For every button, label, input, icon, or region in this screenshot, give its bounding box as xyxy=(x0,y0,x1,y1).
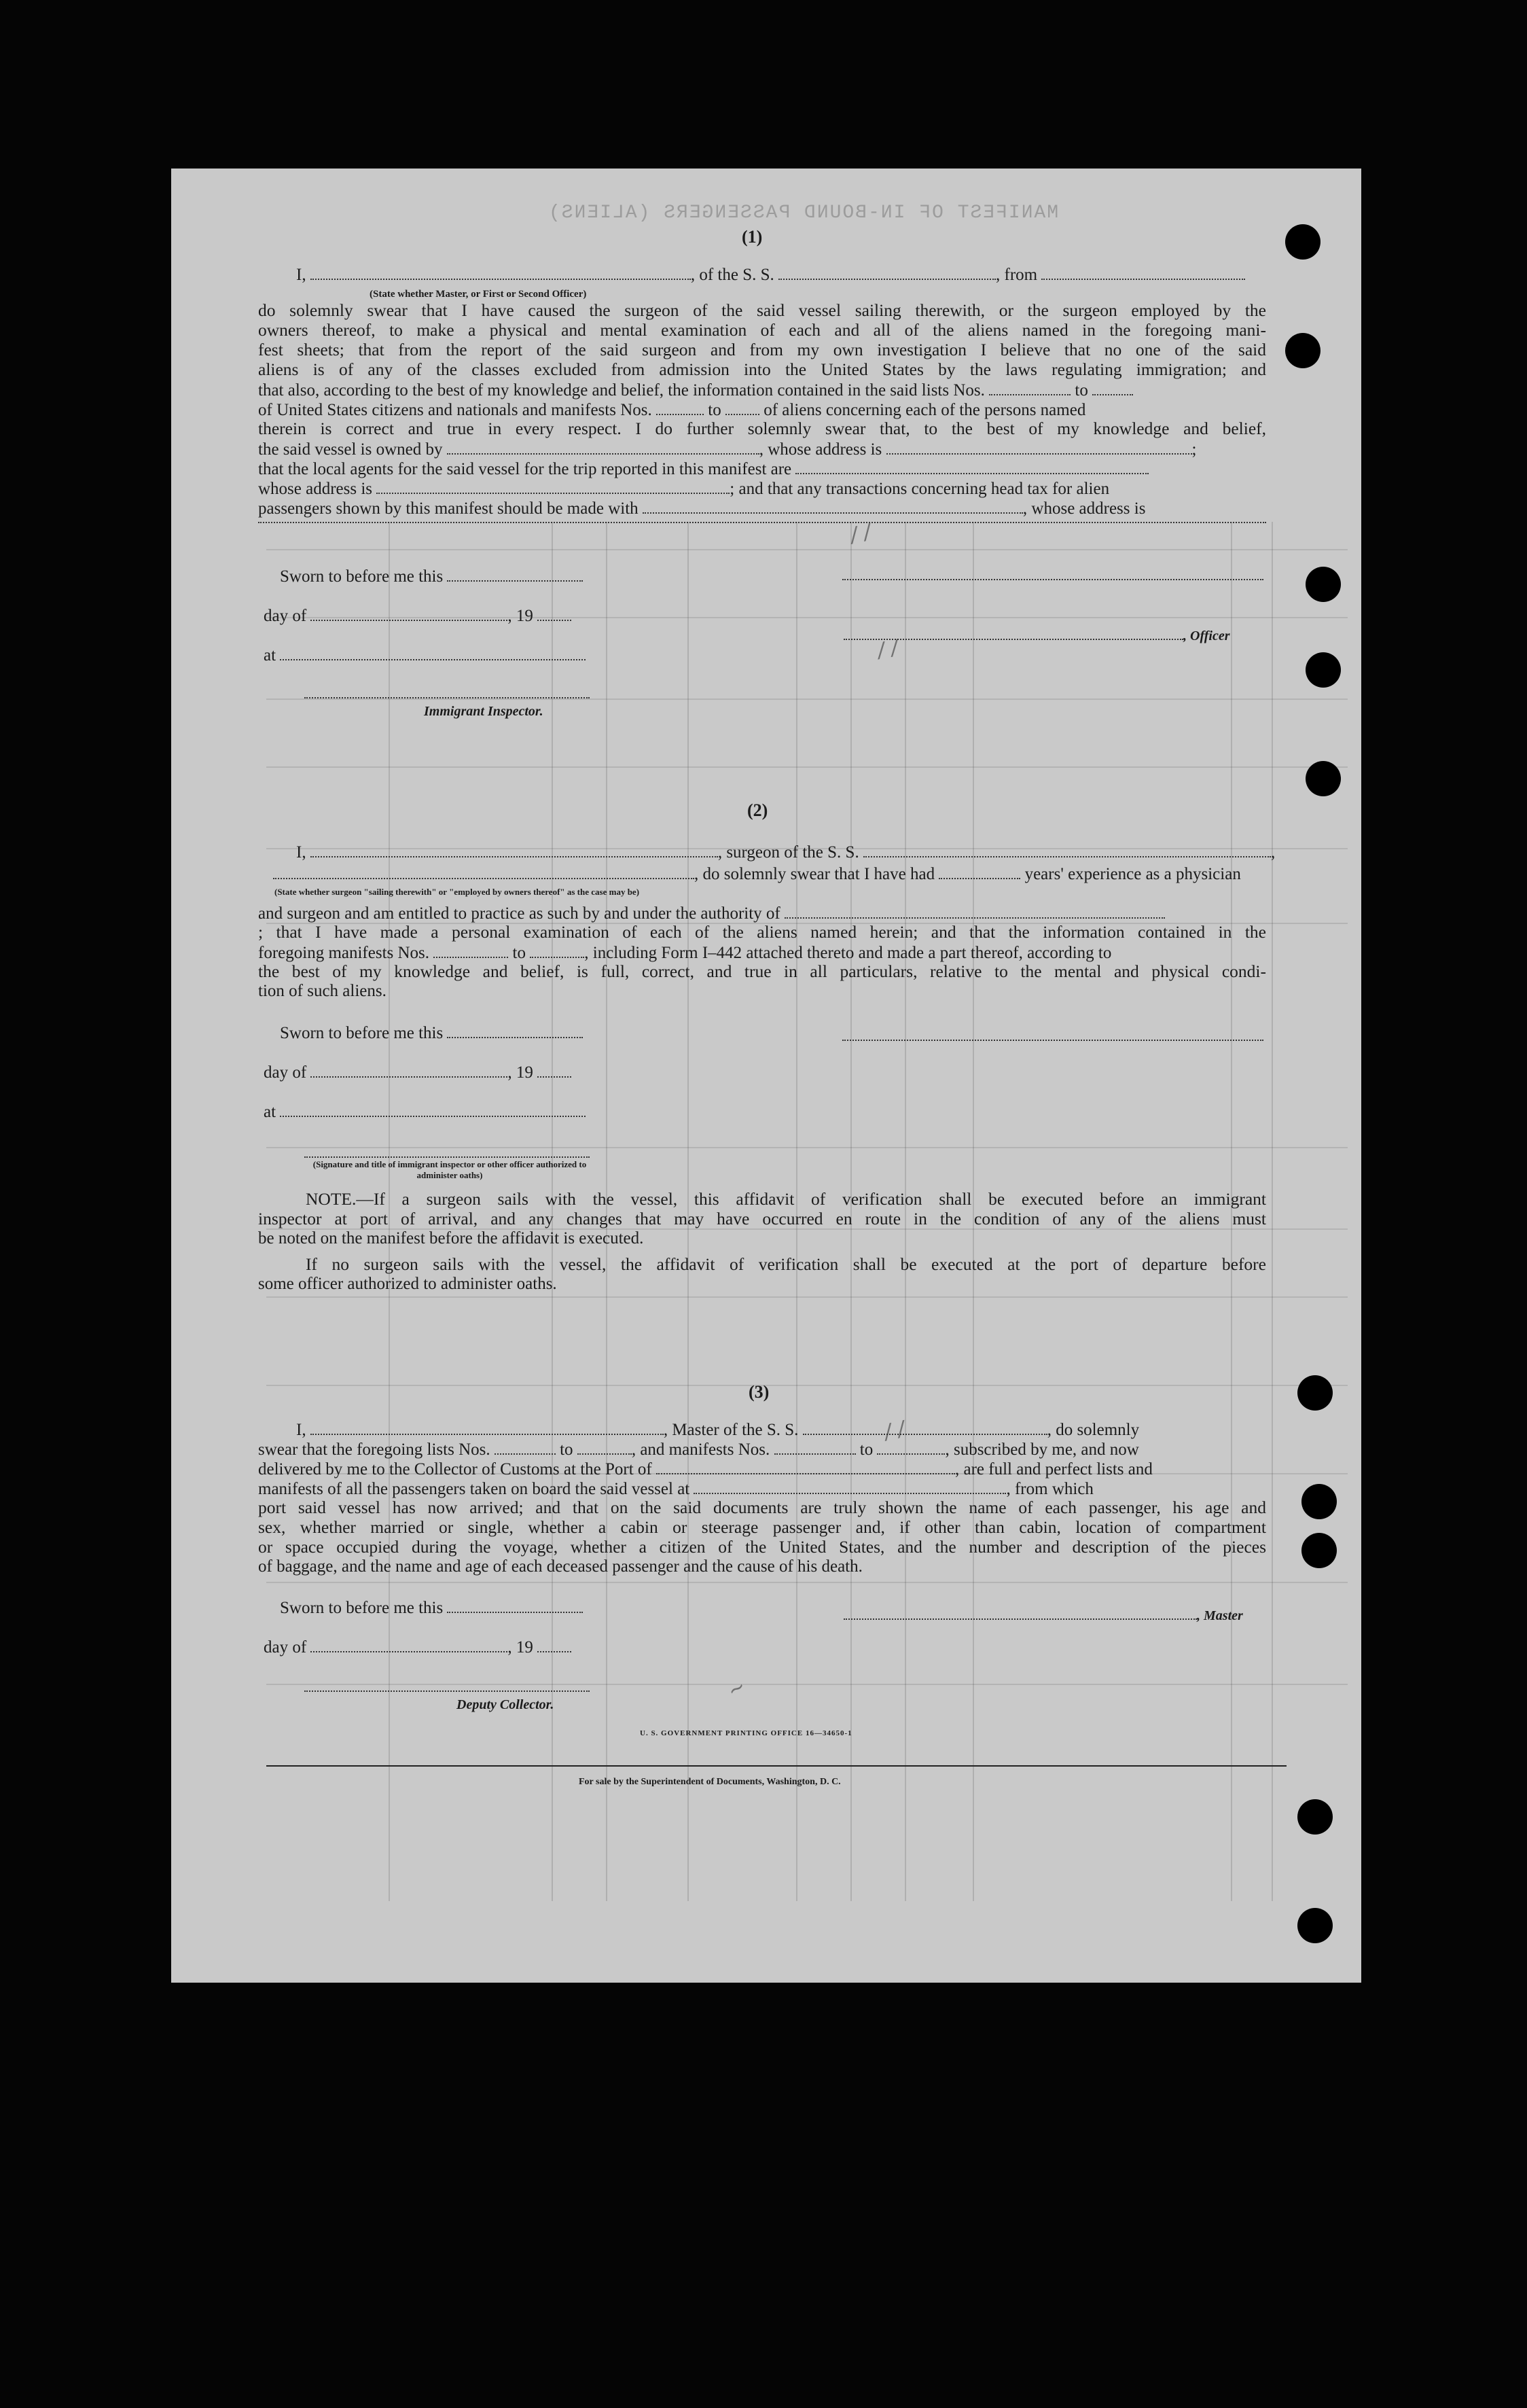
section-3-day-of: day of , 19 xyxy=(264,1636,571,1658)
section-2-number: (2) xyxy=(747,800,768,820)
section-1-day-of: day of , 19 xyxy=(264,605,571,626)
binder-hole xyxy=(1301,1533,1337,1568)
section-3-line-3: manifests of all the passengers taken on board the said vessel at , from which xyxy=(258,1478,1094,1500)
section-1-line-3: fest sheets; that from the report of the said surgeon and from my own investigation I believe that no one of the said xyxy=(258,340,1266,359)
section-1-at: at xyxy=(264,644,586,666)
section-3-line-6: or space occupied during the voyage, whether a citizen of the United States, and the number and description of the pieces xyxy=(258,1537,1266,1557)
section-2-surgeon-line xyxy=(842,1040,1263,1041)
binder-hole xyxy=(1297,1908,1333,1943)
section-1-immigrant-inspector: Immigrant Inspector. xyxy=(424,704,543,719)
binder-hole xyxy=(1285,224,1321,260)
section-2-line-3: foregoing manifests Nos. to , including Form I–442 attached thereto and made a part thereof, according to xyxy=(258,942,1111,963)
pencil-mark: / / xyxy=(848,520,874,548)
section-3-collector-line xyxy=(304,1690,590,1692)
section-2-signature-caption: (Signature and title of immigrant inspector or other officer authorized to administer oaths) xyxy=(312,1159,587,1180)
section-3-line-1: swear that the foregoing lists Nos. to , and manifests Nos. to , subscribed by me, and now xyxy=(258,1438,1139,1460)
section-1-officer-line-top xyxy=(842,579,1263,580)
section-3-number: (3) xyxy=(749,1382,770,1402)
section-2-line-4: the best of my knowledge and belief, is full, correct, and true in all particulars, relative to the mental and physical condi- xyxy=(258,961,1266,981)
binder-hole xyxy=(1301,1484,1337,1519)
section-2-day-of: day of , 19 xyxy=(264,1061,571,1083)
section-2-second-line: , do solemnly swear that I have had years' experience as a physician xyxy=(273,863,1241,885)
for-sale-imprint: For sale by the Superintendent of Documents, Washington, D. C. xyxy=(579,1777,841,1787)
pencil-mark: / / xyxy=(882,1417,908,1445)
section-1-sworn: Sworn to before me this xyxy=(280,565,583,587)
binder-hole xyxy=(1297,1375,1333,1411)
section-2-at: at xyxy=(264,1101,586,1122)
section-2-first-line: I, , surgeon of the S. S. , xyxy=(296,841,1275,863)
note-line-5: some officer authorized to administer oaths. xyxy=(258,1275,557,1293)
note-line-3: be noted on the manifest before the affidavit is executed. xyxy=(258,1229,644,1247)
section-1-line-6: of United States citizens and nationals and manifests Nos. to of aliens concerning each of the persons named xyxy=(258,399,1085,421)
section-3-deputy-collector: Deputy Collector. xyxy=(456,1697,554,1712)
section-1-inspector-line xyxy=(304,697,590,698)
section-2-signature-line xyxy=(304,1156,590,1158)
pencil-mark: ~ xyxy=(723,1674,751,1703)
section-2-line-1: and surgeon and am entitled to practice as such by and under the authority of xyxy=(258,902,1165,924)
section-1-line-9: that the local agents for the said vessel for the trip reported in this manifest are xyxy=(258,458,1149,480)
section-1-officer: , Officer xyxy=(844,624,1230,646)
section-1-number: (1) xyxy=(742,227,763,247)
section-1-line-11: passengers shown by this manifest should be made with , whose address is xyxy=(258,497,1145,519)
binder-hole xyxy=(1297,1799,1333,1835)
section-1-line-5: that also, according to the best of my knowledge and belief, the information contained in the said lists Nos. to xyxy=(258,379,1133,401)
note-line-1: NOTE.—If a surgeon sails with the vessel, this affidavit of verification shall be executed before an immigrant xyxy=(306,1189,1266,1209)
manifest-back-page xyxy=(171,169,1361,1983)
section-3-line-2: delivered by me to the Collector of Customs at the Port of , are full and perfect lists and xyxy=(258,1458,1153,1480)
section-1-line-10: whose address is ; and that any transactions concerning head tax for alien xyxy=(258,478,1109,499)
bleed-through-heading: MANIFEST OF IN-BOUND PASSENGERS (ALIENS) xyxy=(547,202,1059,224)
section-1-caption: (State whether Master, or First or Second Officer) xyxy=(370,289,587,300)
section-2-sworn: Sworn to before me this xyxy=(280,1022,583,1044)
section-3-line-7: of baggage, and the name and age of each deceased passenger and the cause of his death. xyxy=(258,1557,863,1576)
section-1-line-8: the said vessel is owned by , whose address is ; xyxy=(258,438,1196,460)
binder-hole xyxy=(1306,652,1341,688)
section-1-line-4: aliens is of any of the classes excluded from admission into the United States by the laws regulating immigration; and xyxy=(258,359,1266,379)
binder-hole xyxy=(1306,761,1341,796)
pencil-mark: / / xyxy=(876,635,900,663)
section-3-first-line: I, , Master of the S. S. , do solemnly xyxy=(296,1419,1139,1440)
section-2-line-2: ; that I have made a personal examination of each of the aliens named herein; and that the information contained in the xyxy=(258,922,1266,942)
section-1-first-line: I, , of the S. S. , from xyxy=(296,264,1245,285)
section-3-sworn: Sworn to before me this xyxy=(280,1597,583,1618)
section-3-master: , Master xyxy=(844,1604,1243,1626)
section-3-line-4: port said vessel has now arrived; and that on the said documents are truly shown the name of each passenger, his age and xyxy=(258,1498,1266,1517)
section-2-caption: (State whether surgeon "sailing therewith" or "employed by owners thereof" as the case may be) xyxy=(274,887,640,897)
printing-office-imprint: U. S. GOVERNMENT PRINTING OFFICE 16—34650-1 xyxy=(640,1729,852,1737)
footer-rule xyxy=(266,1765,1287,1767)
section-1-address-line xyxy=(258,522,1266,523)
section-1-line-7: therein is correct and true in every respect. I do further solemnly swear that, to the best of my knowledge and belief, xyxy=(258,419,1266,438)
section-1-line-2: owners thereof, to make a physical and mental examination of each and all of the aliens named in the foregoing mani- xyxy=(258,320,1266,340)
section-1-line-1: do solemnly swear that I have caused the surgeon of the said vessel sailing therewith, or the surgeon employed by the xyxy=(258,300,1266,320)
section-3-line-5: sex, whether married or single, whether a cabin or steerage passenger and, if other than cabin, location of compartment xyxy=(258,1517,1266,1537)
note-line-4: If no surgeon sails with the vessel, the affidavit of verification shall be executed at the port of departure before xyxy=(306,1254,1266,1274)
binder-hole xyxy=(1285,333,1321,368)
section-2-line-5: tion of such aliens. xyxy=(258,982,387,1000)
binder-hole xyxy=(1306,567,1341,602)
note-line-2: inspector at port of arrival, and any changes that may have occurred en route in the condition of any of the aliens must xyxy=(258,1209,1266,1228)
